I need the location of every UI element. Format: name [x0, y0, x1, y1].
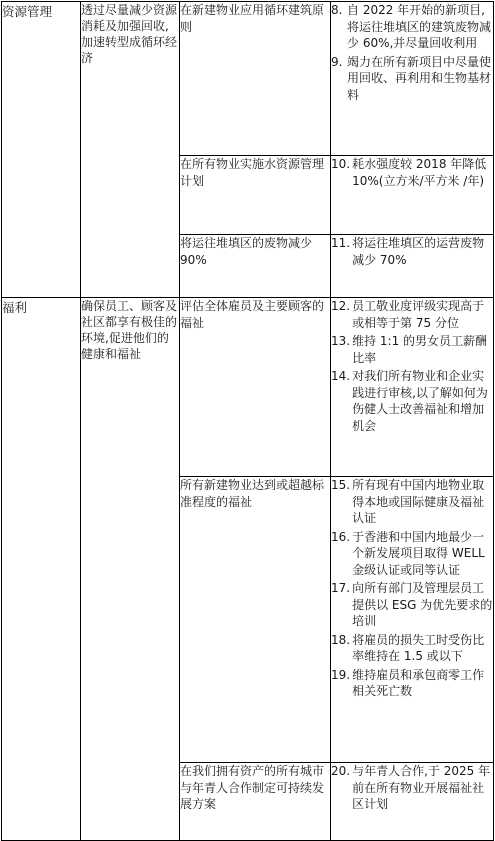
target-cell: 在我们拥有资产的所有城市与年青人合作制定可持续发展方案: [180, 763, 331, 841]
kpi-number: 11.: [331, 236, 351, 250]
target-cell: 所有新建物业达到或超越标准程度的福祉: [180, 477, 331, 763]
kpi-text: 自 2022 年开始的新项目,将运往堆填区的建筑废物减少 60%,并尽量回收利用: [347, 3, 492, 50]
kpi-number: 19.: [331, 667, 351, 682]
goal-cell: 透过尽量减少资源消耗及加强回收,加速转型成循环经济: [81, 2, 180, 298]
goal-cell: 确保员工、顾客及社区都享有极佳的环境,促进他们的健康和福祉: [81, 298, 180, 841]
target-cell: 在所有物业实施水资源管理计划: [180, 156, 331, 235]
kpi-text: 员工敬业度评级实现高于或相等于第 75 分位: [352, 299, 485, 330]
kpi-text: 竭力在所有新项目中尽量使用回收、再利用和生物基材料: [347, 54, 492, 102]
kpi-cell: [331, 763, 494, 841]
kpi-number: 10.: [331, 157, 351, 171]
kpi-cell: [331, 235, 494, 298]
kpi-text: 将运往堆填区的运营废物减少 70%: [352, 236, 485, 267]
kpi-item: [331, 763, 493, 813]
kpi-number: 12.: [331, 299, 351, 313]
kpi-number: 16.: [331, 529, 351, 544]
esg-targets-table: [1, 1, 494, 841]
kpi-item: [331, 529, 493, 579]
kpi-cell: [331, 156, 494, 235]
target-cell: 将运往堆填区的废物减少 90%: [180, 235, 331, 298]
kpi-text: 对我们所有物业和企业实践进行审核,以了解如何为伤健人士改善福祉和增加机会: [352, 369, 488, 433]
kpi-item: [331, 580, 493, 630]
kpi-number: 15.: [331, 478, 351, 492]
kpi-item: [331, 156, 493, 189]
kpi-text: 将雇员的损失工时受伤比率维持在 1.5 或以下: [352, 632, 485, 663]
kpi-cell: [331, 477, 494, 763]
kpi-text: 向所有部门及管理层员工提供以 ESG 为优先要求的培训: [352, 581, 493, 628]
kpi-item: [331, 54, 493, 104]
kpi-text: 所有现有中国内地物业取得本地或国际健康及福祉认证: [352, 478, 485, 525]
kpi-item: [331, 477, 493, 527]
kpi-number: 13.: [331, 334, 351, 348]
kpi-cell: [331, 298, 494, 477]
table-row: [2, 2, 494, 156]
target-cell: 在新建物业应用循环建筑原则: [180, 2, 331, 156]
kpi-number: 18.: [331, 632, 351, 647]
kpi-text: 维持雇员和承包商零工作相关死亡数: [352, 667, 485, 698]
kpi-number: 17.: [331, 581, 351, 595]
target-cell: 评估全体雇员及主要顾客的福祉: [180, 298, 331, 477]
kpi-item: [331, 298, 493, 331]
kpi-item: [331, 2, 493, 52]
kpi-number: 8.: [331, 3, 343, 17]
category-cell: 资源管理: [2, 2, 81, 298]
kpi-number: 14.: [331, 369, 351, 383]
table-row: [2, 298, 494, 477]
kpi-item: [331, 667, 493, 700]
kpi-item: [331, 235, 493, 268]
kpi-item: [331, 632, 493, 665]
kpi-number: 9.: [331, 54, 343, 69]
kpi-cell: [331, 2, 494, 156]
kpi-item: [331, 333, 493, 366]
kpi-text: 维持 1:1 的男女员工薪酬比率: [352, 334, 488, 365]
kpi-text: 与年青人合作,于 2025 年前在所有物业开展福祉社区计划: [352, 764, 491, 811]
kpi-text: 于香港和中国内地最少一个新发展项目取得 WELL 金级认证或同等认证: [352, 529, 485, 577]
category-cell: 福利: [2, 298, 81, 841]
kpi-item: [331, 368, 493, 434]
kpi-number: 20.: [331, 764, 351, 778]
kpi-text: 耗水强度较 2018 年降低 10%(立方米/平方米 /年): [352, 157, 487, 188]
